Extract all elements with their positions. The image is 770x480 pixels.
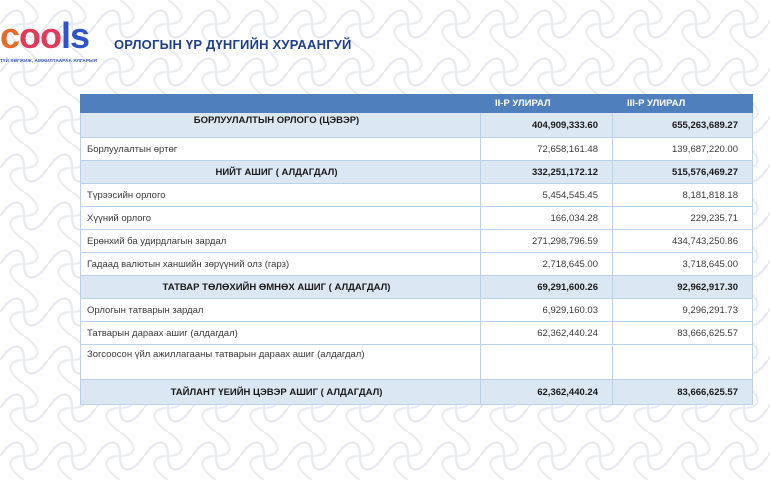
table-row xyxy=(81,253,753,276)
row-value-q3: 8,181,818.18 xyxy=(613,184,753,207)
row-value-q3: 229,235.71 xyxy=(613,207,753,230)
row-value-q2: 332,251,172.12 xyxy=(481,161,613,184)
row-label: Гадаад валютын ханшийн зөрүүний олз (гарз) xyxy=(81,253,481,276)
row-value-q3: 655,263,689.27 xyxy=(613,113,753,138)
row-label: Борлуулалтын өртөг xyxy=(81,138,481,161)
table-row xyxy=(81,345,753,380)
table-row xyxy=(81,207,753,230)
row-value-q3 xyxy=(613,345,753,380)
page-title: ОРЛОГЫН ҮР ДҮНГИЙН ХУРААНГУЙ xyxy=(114,37,352,52)
table-row xyxy=(81,113,753,138)
row-value-q3: 3,718,645.00 xyxy=(613,253,753,276)
income-summary-table xyxy=(80,94,753,405)
row-value-q3: 83,666,625.57 xyxy=(613,322,753,345)
row-label: ТАЙЛАНТ ҮЕИЙН ЦЭВЭР АШИГ ( АЛДАГДАЛ) xyxy=(81,380,481,405)
row-label: Ерөнхий ба удирдлагын зардал xyxy=(81,230,481,253)
row-label: БОРЛУУЛАЛТЫН ОРЛОГО (ЦЭВЭР) xyxy=(81,113,481,138)
table-row xyxy=(81,138,753,161)
column-header-q3: III-Р УЛИРАЛ xyxy=(613,95,753,113)
logo-tagline: ТҮЙ ХӨГЖИЖ, АМЖИЛТААРАА ЯЛГАРЫЯ xyxy=(0,58,98,63)
table-row xyxy=(81,299,753,322)
table-row xyxy=(81,184,753,207)
row-label: ТАТВАР ТӨЛӨХИЙН ӨМНӨХ АШИГ ( АЛДАГДАЛ) xyxy=(81,276,481,299)
row-label: Татварын дараах ашиг (алдагдал) xyxy=(81,322,481,345)
row-label: Хүүний орлого xyxy=(81,207,481,230)
logo-wordmark: cools xyxy=(0,15,90,56)
row-value-q3: 515,576,469.27 xyxy=(613,161,753,184)
row-value-q3: 434,743,250.86 xyxy=(613,230,753,253)
row-value-q2: 6,929,160.03 xyxy=(481,299,613,322)
table-row xyxy=(81,276,753,299)
row-value-q2: 69,291,600.26 xyxy=(481,276,613,299)
row-label: Орлогын татварын зардал xyxy=(81,299,481,322)
row-value-q2: 404,909,333.60 xyxy=(481,113,613,138)
row-label: Түрээсийн орлого xyxy=(81,184,481,207)
row-value-q2: 5,454,545.45 xyxy=(481,184,613,207)
row-value-q3: 9,296,291.73 xyxy=(613,299,753,322)
row-value-q3: 83,666,625.57 xyxy=(613,380,753,405)
row-value-q3: 92,962,917.30 xyxy=(613,276,753,299)
row-value-q2: 2,718,645.00 xyxy=(481,253,613,276)
row-value-q2: 62,362,440.24 xyxy=(481,380,613,405)
row-label: НИЙТ АШИГ ( АЛДАГДАЛ) xyxy=(81,161,481,184)
table-row xyxy=(81,380,753,405)
column-header-q2: II-Р УЛИРАЛ xyxy=(481,95,613,113)
row-value-q2 xyxy=(481,345,613,380)
row-value-q2: 271,298,796.59 xyxy=(481,230,613,253)
table-row xyxy=(81,161,753,184)
row-label: Зогсоосон үйл ажиллагааны татварын дараах ашиг (алдагдал) xyxy=(81,345,481,380)
row-value-q2: 72,658,161.48 xyxy=(481,138,613,161)
row-value-q2: 166,034.28 xyxy=(481,207,613,230)
table-header-row xyxy=(81,95,753,113)
company-logo xyxy=(0,16,100,68)
table-row xyxy=(81,230,753,253)
column-header-label xyxy=(81,95,481,113)
table-row xyxy=(81,322,753,345)
row-value-q2: 62,362,440.24 xyxy=(481,322,613,345)
row-value-q3: 139,687,220.00 xyxy=(613,138,753,161)
